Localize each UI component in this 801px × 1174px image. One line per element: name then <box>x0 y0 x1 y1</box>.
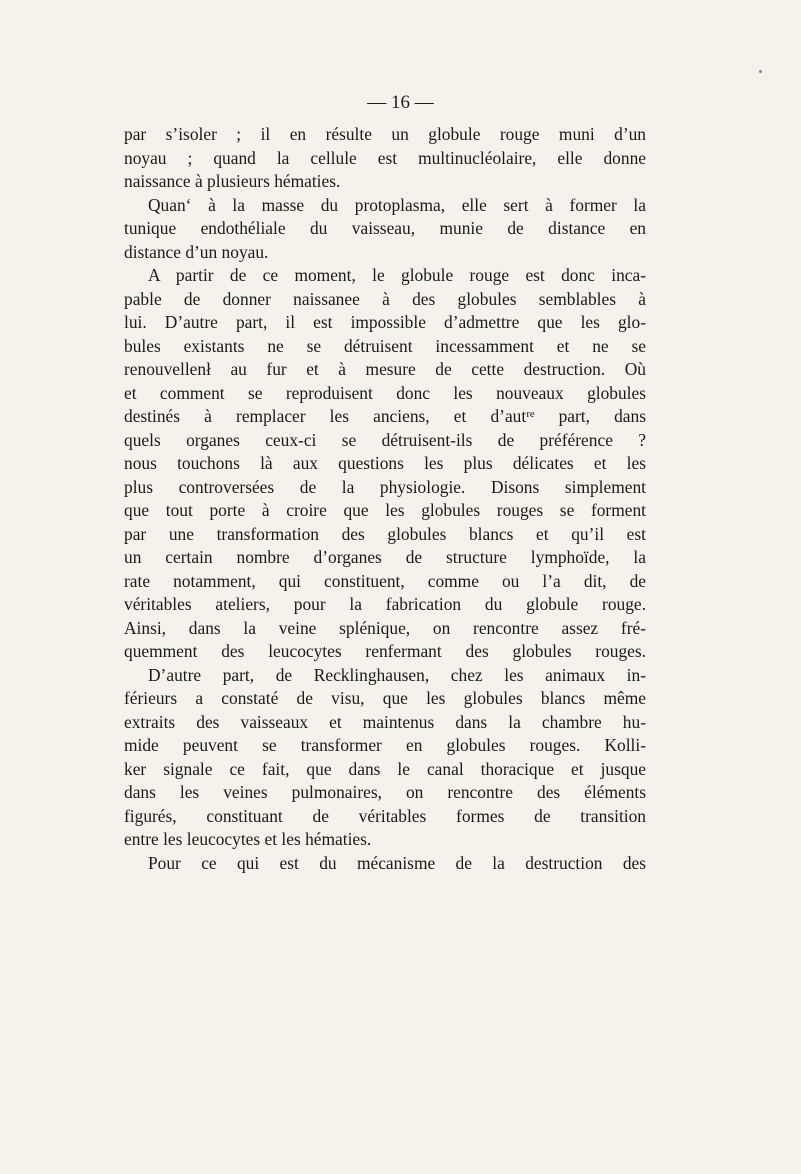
text-line: entre les leucocytes et les hématies. <box>124 829 372 849</box>
text-line: D’autre part, de Recklinghausen, chez les animaux in- <box>148 664 646 685</box>
text-line: A partir de ce moment, le globule rouge est donc inca- <box>148 265 646 285</box>
text-line: pable de donner naissanee à des globules semblables à <box>124 288 646 309</box>
text-line: quels organes ceux-ci se détruisent-ils de préférence ? <box>124 429 646 450</box>
text-line: bules existants ne se détruisent incessamment et ne se <box>124 335 646 356</box>
text-line: véritables ateliers, pour la fabrication du globule rouge. <box>124 594 646 614</box>
text-line: ker signale ce fait, que dans le canal thoracique et jusque <box>124 758 646 779</box>
text-line: extraits des vaisseaux et maintenus dans la chambre hu- <box>124 711 646 732</box>
text-line: nous touchons là aux questions les plus délicates et les <box>124 453 646 473</box>
text-line: lui. D’autre part, il est impossible d’admettre que les glo- <box>124 312 646 332</box>
text-line: par s’isoler ; il en résulte un globule rouge muni d’un <box>124 124 646 144</box>
body-text <box>124 123 646 875</box>
text-line: que tout porte à croire que les globules rouges se forment <box>124 500 646 520</box>
text-line: noyau ; quand la cellule est multinucléolaire, elle donne <box>124 147 646 168</box>
page-speck <box>759 70 762 73</box>
text-line: rate notamment, qui constituent, comme ou l’a dit, de <box>124 570 646 591</box>
text-line: et comment se reproduisent donc les nouveaux globules <box>124 382 646 403</box>
text-line: plus controversées de la physiologie. Disons simplement <box>124 476 646 497</box>
text-line: Ainsi, dans la veine splénique, on rencontre assez fré- <box>124 617 646 638</box>
text-line: Quan‘ à la masse du protoplasma, elle sert à former la <box>148 194 646 215</box>
text-line: par une transformation des globules blancs et qu’il est <box>124 523 646 544</box>
text-line: naissance à plusieurs hématies. <box>124 171 341 191</box>
text-line: renouvellenł au fur et à mesure de cette destruction. Où <box>124 359 646 379</box>
text-line: un certain nombre d’organes de structure lymphoïde, la <box>124 547 646 567</box>
page-number: — 16 — <box>367 92 434 113</box>
text-line: distance d’un noyau. <box>124 241 269 262</box>
text-line: férieurs a constaté de visu, que les globules blancs même <box>124 688 646 708</box>
text-line: Pour ce qui est du mécanisme de la destruction des <box>148 852 646 873</box>
text-line: quemment des leucocytes renfermant des globules rouges. <box>124 641 646 661</box>
text-line: figurés, constituant de véritables formes de transition <box>124 805 646 826</box>
text-line: destinés à remplacer les anciens, et d’autʳᵉ part, dans <box>124 406 646 426</box>
text-line: dans les veines pulmonaires, on rencontre des éléments <box>124 782 646 802</box>
text-line: mide peuvent se transformer en globules rouges. Kolli- <box>124 735 646 755</box>
text-line: tunique endothéliale du vaisseau, munie de distance en <box>124 218 646 238</box>
